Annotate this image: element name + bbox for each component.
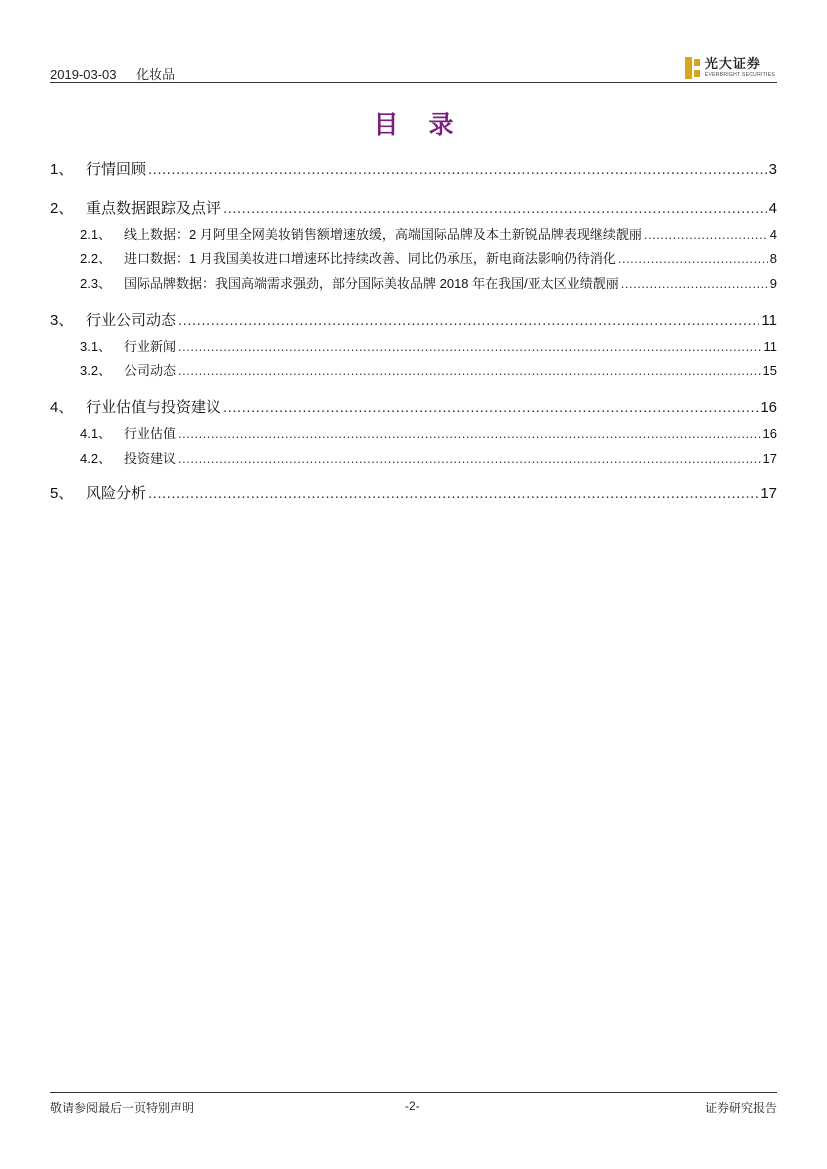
toc-leader-dots xyxy=(178,451,761,466)
toc-subentry[interactable] xyxy=(80,273,777,292)
toc-entry[interactable] xyxy=(50,197,777,218)
toc-subentry[interactable] xyxy=(80,360,777,379)
toc-entry-number: 2.2、 xyxy=(80,251,112,266)
toc-entry-label: 公司动态 xyxy=(124,363,177,378)
toc-leader-dots xyxy=(621,276,768,291)
page-header xyxy=(50,56,777,83)
toc-leader-dots xyxy=(223,200,767,217)
toc-entry-page: 17 xyxy=(762,451,777,466)
logo-english-name: EVERBRIGHT SECURITIES xyxy=(704,72,775,78)
toc-entry-number: 2.3、 xyxy=(80,276,112,291)
toc-entry-page: 9 xyxy=(769,276,777,291)
toc-entry-number: 5、 xyxy=(50,485,74,502)
toc-entry-page: 8 xyxy=(769,251,777,266)
toc-leader-dots xyxy=(148,485,758,502)
toc-entry-page: 3 xyxy=(768,161,777,178)
toc-leader-dots xyxy=(178,426,761,441)
logo-chinese-name: 光大证券 xyxy=(704,57,761,72)
footer-report-type: 证券研究报告 xyxy=(704,1101,777,1115)
footer-disclaimer: 敬请参阅最后一页特别声明 xyxy=(50,1101,195,1115)
toc-entry-number: 3.1、 xyxy=(80,339,112,354)
toc-subentry[interactable] xyxy=(80,448,777,467)
toc-entry-label: 进口数据：1 月我国美妆进口增速环比持续改善、同比仍承压，新电商法影响仍待消化 xyxy=(124,251,616,266)
toc-entry-number: 2.1、 xyxy=(80,227,112,242)
toc-title-char: 目 xyxy=(373,111,399,139)
toc-entry-label: 风险分析 xyxy=(86,485,147,502)
toc-entry-page: 11 xyxy=(761,312,777,329)
toc-entry-page: 4 xyxy=(769,227,777,242)
toc-leader-dots xyxy=(223,399,758,416)
toc-entry-number: 4.2、 xyxy=(80,451,112,466)
toc-entry-page: 16 xyxy=(762,426,777,441)
toc-entry-page: 17 xyxy=(760,485,777,502)
toc-entry[interactable] xyxy=(50,396,777,417)
toc-leader-dots xyxy=(644,227,768,242)
toc-entry[interactable] xyxy=(50,482,777,503)
toc-entry-number: 3、 xyxy=(50,312,74,329)
toc-entry-number: 1、 xyxy=(50,161,74,178)
toc-entry-page: 16 xyxy=(760,399,777,416)
toc-leader-dots xyxy=(178,312,759,329)
toc-leader-dots xyxy=(148,161,767,178)
footer-page-number: -2- xyxy=(405,1099,420,1113)
toc-subentry[interactable] xyxy=(80,336,777,355)
page-footer xyxy=(50,1092,777,1123)
toc-entry-number: 2、 xyxy=(50,200,74,217)
toc-title xyxy=(0,105,827,141)
everbright-logo-icon xyxy=(685,57,701,79)
toc-entry-label: 行业估值与投资建议 xyxy=(86,399,222,416)
toc-entry-number: 4.1、 xyxy=(80,426,112,441)
toc-entry-label: 行情回顾 xyxy=(86,161,147,178)
toc-entry-label: 行业公司动态 xyxy=(86,312,177,329)
toc-entry-page: 15 xyxy=(762,363,777,378)
header-category: 化妆品 xyxy=(136,67,176,82)
toc-entry-label: 线上数据：2 月阿里全网美妆销售额增速放缓，高端国际品牌及本土新锐品牌表现继续靓丽 xyxy=(124,227,642,242)
toc-entry-number: 3.2、 xyxy=(80,363,112,378)
header-info xyxy=(50,64,175,83)
toc-entry-label: 行业估值 xyxy=(124,426,177,441)
company-logo xyxy=(685,56,775,80)
toc-leader-dots xyxy=(618,251,768,266)
toc-subentry[interactable] xyxy=(80,224,777,243)
toc-entry-label: 国际品牌数据：我国高端需求强劲，部分国际美妆品牌 2018 年在我国/亚太区业绩靓丽 xyxy=(124,276,619,291)
toc-entry[interactable] xyxy=(50,158,777,179)
header-date: 2019-03-03 xyxy=(50,67,117,82)
toc-entry-page: 11 xyxy=(763,339,777,354)
toc-entry-page: 4 xyxy=(768,200,777,217)
toc-subentry[interactable] xyxy=(80,248,777,267)
toc-leader-dots xyxy=(178,363,761,378)
toc-entry[interactable] xyxy=(50,309,777,330)
toc-entry-label: 投资建议 xyxy=(124,451,177,466)
toc-title-char: 录 xyxy=(428,111,454,139)
toc-entry-label: 重点数据跟踪及点评 xyxy=(86,200,222,217)
toc-subentry[interactable] xyxy=(80,423,777,442)
toc-entry-number: 4、 xyxy=(50,399,74,416)
toc-leader-dots xyxy=(178,339,761,354)
toc-entry-label: 行业新闻 xyxy=(124,339,177,354)
